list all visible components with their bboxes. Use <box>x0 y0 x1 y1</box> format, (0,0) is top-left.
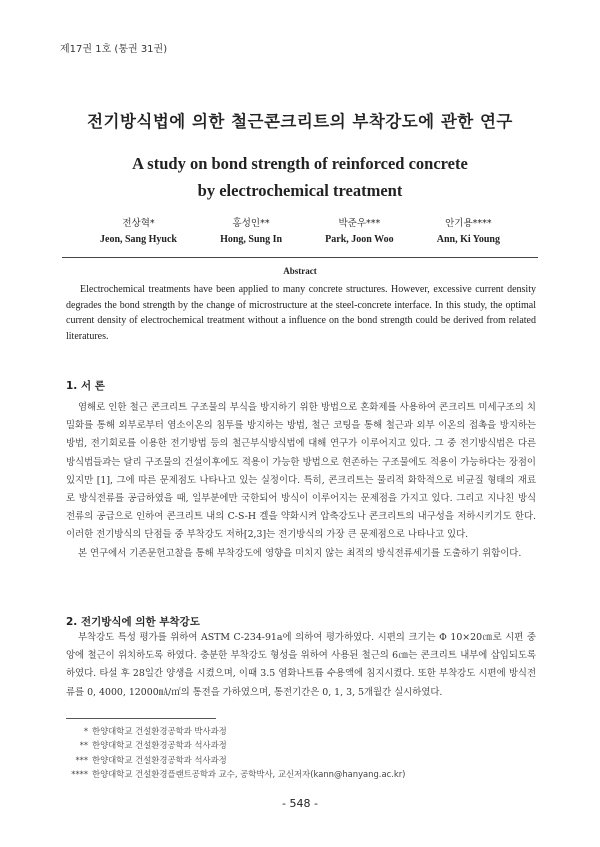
abstract-text: Electrochemical treatments have been applied to many concrete structures. However, excessive current density degrades the bond strength by the change of microstructure at the steel-concrete interface. In this study, the optimal current density of electrochemical treatment without a influence on the bond strength could be derived from related literatures. <box>66 284 536 342</box>
author-2 <box>220 216 282 248</box>
title-english-line-2: by electrochemical treatment <box>197 181 403 200</box>
author-4-english-name: Ann, Ki Young <box>436 234 500 245</box>
author-4 <box>437 216 500 248</box>
footnote-3-text: 한양대학교 건설환경공학과 석사과정 <box>92 754 227 765</box>
section-1-paragraph-2: 본 연구에서 기존문헌고찰을 통해 부착강도에 영향을 미치지 않는 최적의 방식전류세기를 도출하기 위함이다. <box>78 547 522 559</box>
page-number: - 548 - <box>282 797 318 810</box>
footnote-list <box>66 724 405 782</box>
section-1-heading: 1. 서 론 <box>66 380 105 392</box>
footnote-2-mark: ** <box>79 740 88 751</box>
author-2-korean-name: 홍성인** <box>232 218 270 229</box>
section-1-paragraph-1: 염해로 인한 철근 콘크리트 구조물의 부식을 방지하기 위한 방법으로 혼화제를 사용하여 콘크리트 미세구조의 치밀화를 통해 외부로부터 염소이온의 침투를 방지하는 방법, 철근 코팅을 통해 철근과 외부 이온의 접촉을 방지하는 방법, 전기회로를 이용한 전기방법 등의 철근부식방식법에 대해 연구가 이루어지고 있다. 그 중 전기방식법은 다른 방식법들과는 달리 구조물의 건설이후에도 적용이 가능한 방법으로 현존하는 구조물에도 적용이 가능하다는 장점이 있지만 [1], 그에 따른 문제점도 나타나고 있는 실정이다. 특히, 콘크리트는 물리적 화학적으로 비균질 형태의 재료로 방식전류를 공급하였을 때, 일부분에만 국한되어 방식이 이루어지는 문제점을 가지고 있다. 그리고 지나친 방식 전류의 공급으로 인하여 콘크리트 내의 C-S-H 겔을 약화시켜 압축강도나 콘크리트의 내구성을 저하시키기도 한다. 이러한 전기방식의 단점들 중 부착강도 저하[2,3]는 전기방식의 가장 큰 문제점으로 나타나고 있다. <box>66 402 536 541</box>
author-4-korean-name: 안기용**** <box>445 218 492 229</box>
journal-issue-header: 제17권 1호 (통권 31권) <box>60 44 168 55</box>
author-3-korean-name: 박준우*** <box>338 218 381 229</box>
footnote-2 <box>66 738 405 752</box>
footnote-2-text: 한양대학교 건설환경공학과 석사과정 <box>92 740 227 751</box>
footnote-3-mark: *** <box>75 754 88 765</box>
author-3 <box>325 216 393 248</box>
footnote-4-text: 한양대학교 건설환경플랜트공학과 교수, 공학박사, 교신저자(kann@hanyang.ac.kr) <box>92 769 406 780</box>
footnote-4 <box>66 767 405 781</box>
footnote-divider <box>66 718 216 719</box>
footnote-1-mark: * <box>83 726 88 736</box>
author-1 <box>100 216 177 248</box>
footnote-1-text: 한양대학교 건설환경공학과 박사과정 <box>92 726 227 736</box>
author-list <box>100 216 500 248</box>
title-english-line-1: A study on bond strength of reinforced concrete <box>132 154 468 173</box>
title-english <box>0 150 600 204</box>
footnote-3 <box>66 753 405 767</box>
author-1-korean-name: 전상혁* <box>122 218 155 229</box>
section-2-body <box>66 629 536 702</box>
title-divider <box>62 257 538 258</box>
section-2-heading: 2. 전기방식에 의한 부착강도 <box>66 616 200 628</box>
section-2-paragraph-1: 부착강도 특성 평가를 위하여 ASTM C-234-91a에 의하여 평가하였다. 시편의 크기는 Φ 10×20㎝로 시편 중앙에 철근이 위치하도록 하였다. 충분한 부착강도 형성을 위하여 사용된 철근의 6㎝는 콘크리트 내부에 삽입되도록 하였다. 타설 후 28일간 양생을 시켰으며, 이때 3.5 염화나트륨 수용액에 침지시켰다. 또한 부착강도 시편에 방식전류를 0, 4000, 12000㎃/㎡의 통전을 가하였으며, 통전기간은 0, 1, 3, 5개월간 실시하였다. <box>66 632 536 698</box>
footnote-1 <box>66 724 405 738</box>
section-1-body <box>66 399 536 563</box>
title-korean: 전기방식법에 의한 철근콘크리트의 부착강도에 관한 연구 <box>87 112 513 131</box>
author-3-english-name: Park, Joon Woo <box>325 234 394 245</box>
abstract-heading: Abstract <box>283 266 317 276</box>
author-2-english-name: Hong, Sung In <box>220 234 283 245</box>
footnote-4-mark: **** <box>71 769 88 780</box>
author-1-english-name: Jeon, Sang Hyuck <box>100 234 177 245</box>
